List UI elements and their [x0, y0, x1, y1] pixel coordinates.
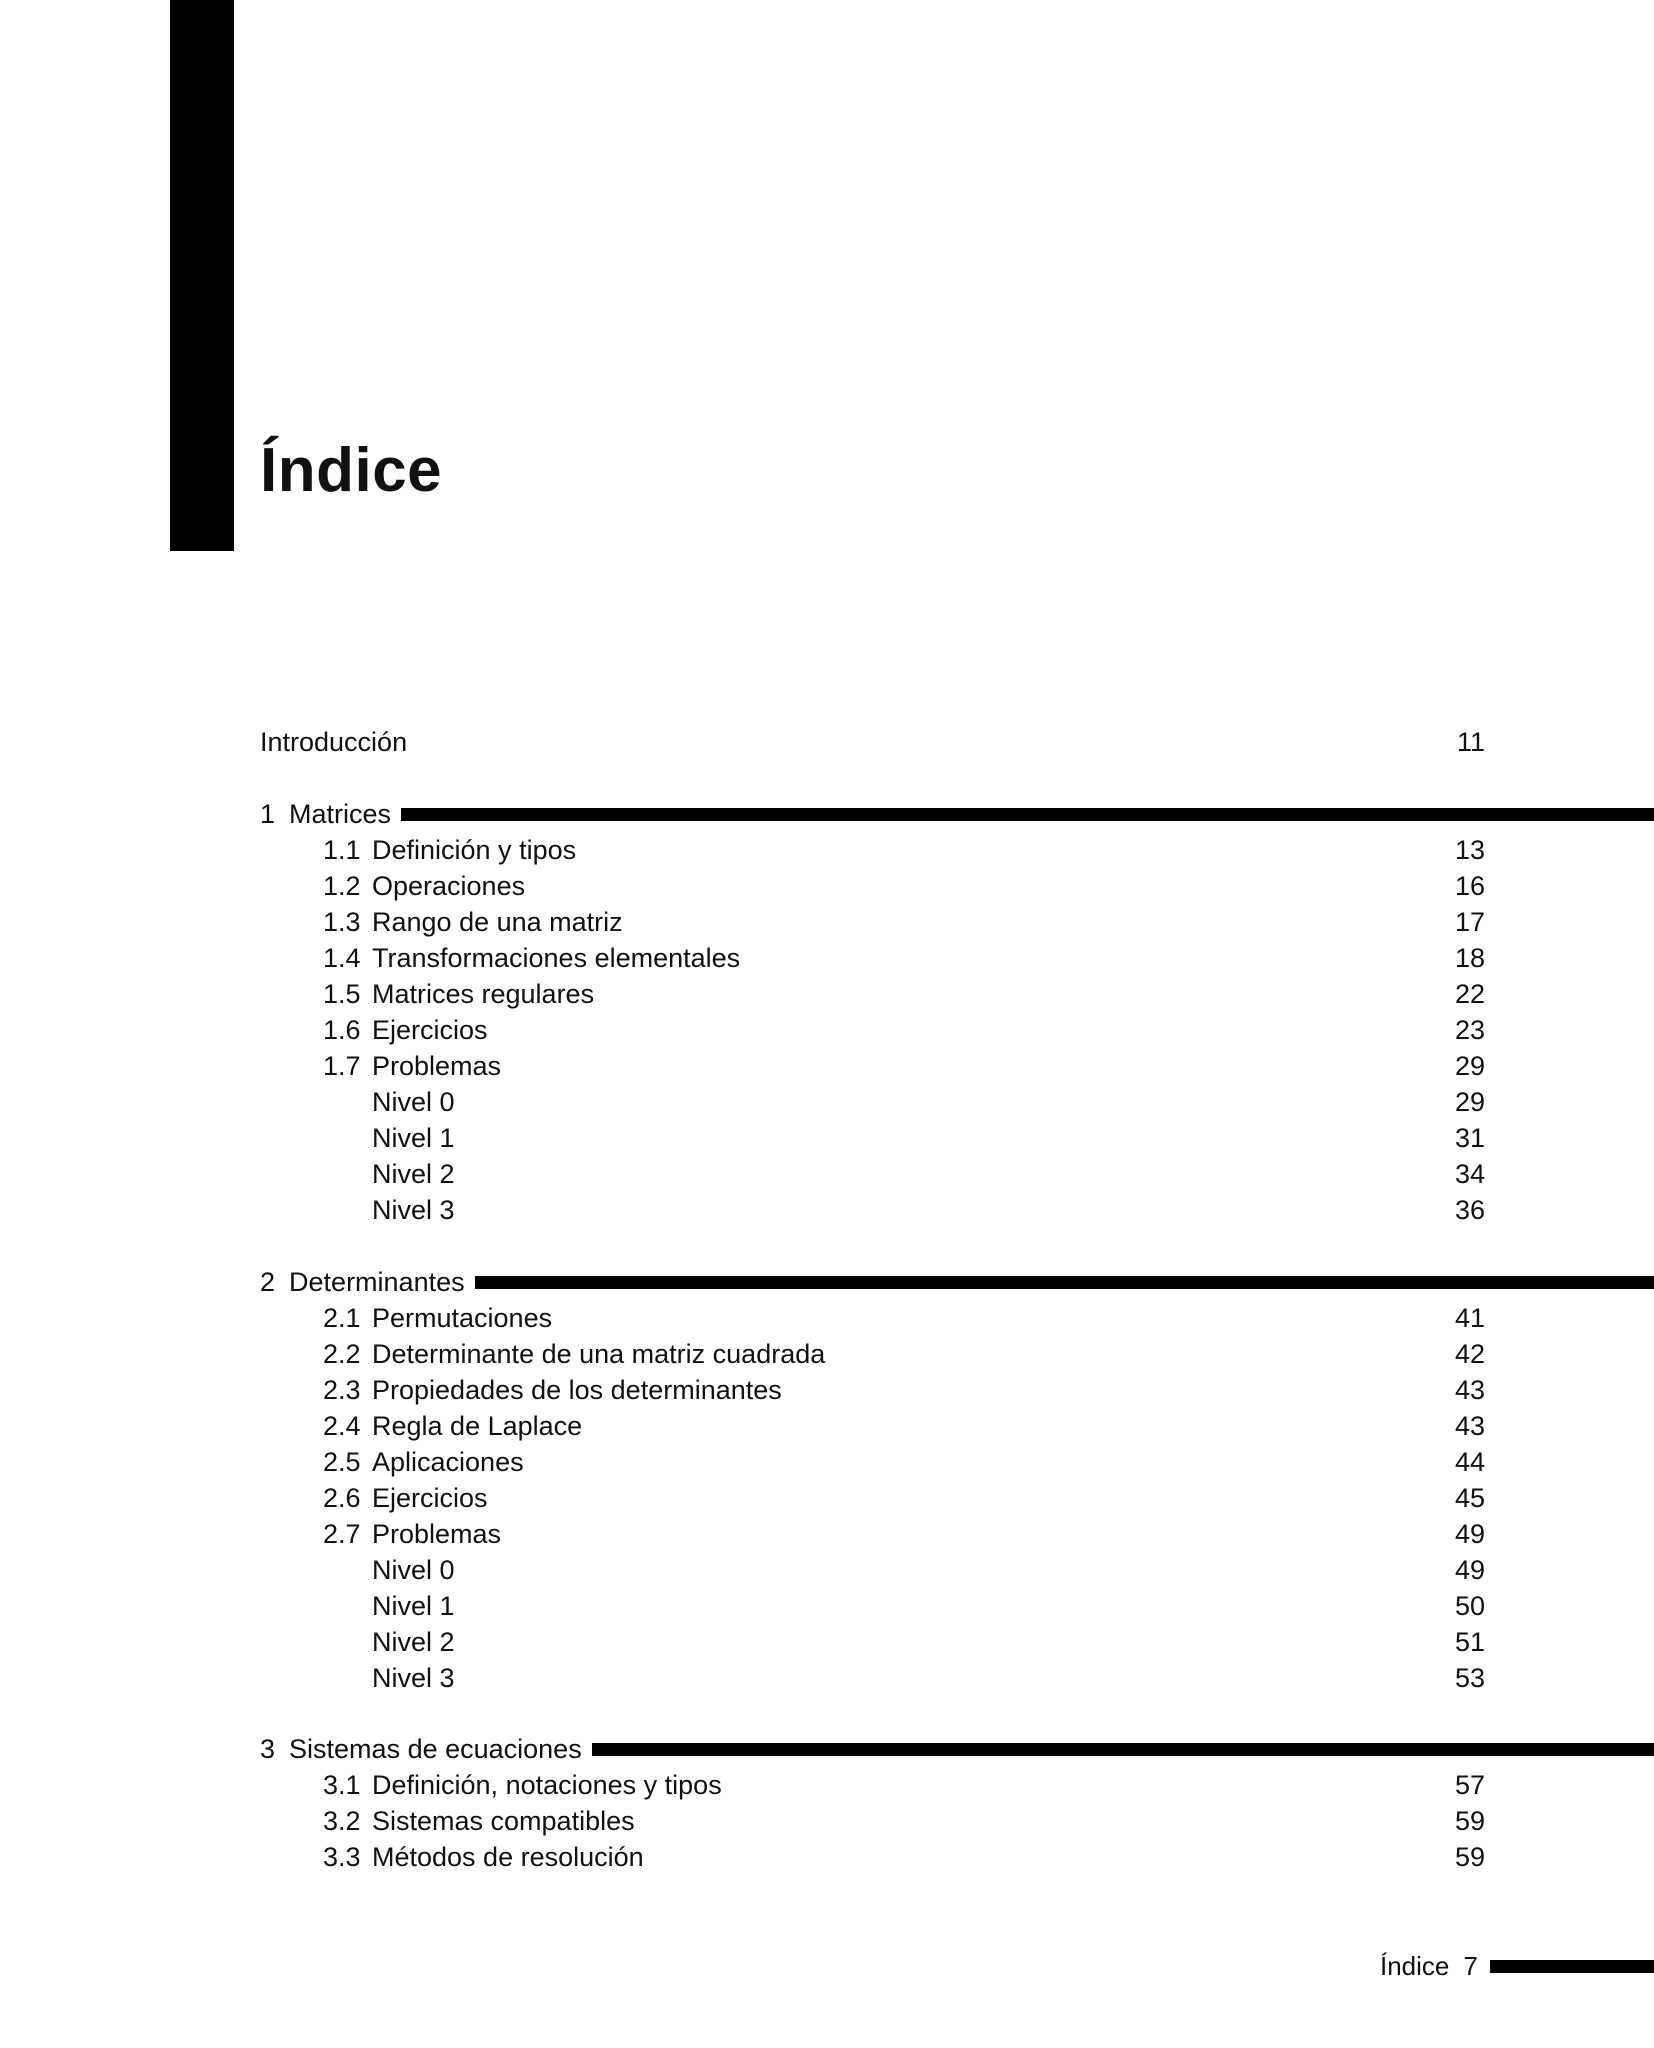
section-number: 2.5	[323, 1447, 361, 1477]
toc-section[interactable]	[0, 904, 1654, 940]
section-title: Sistemas compatibles	[372, 1806, 635, 1836]
section-title: Transformaciones elementales	[372, 943, 741, 973]
toc-entry-page: 11	[1456, 727, 1485, 757]
section-number: 3.2	[323, 1806, 361, 1836]
section-title: Rango de una matriz	[372, 907, 623, 937]
section-number: 2.6	[323, 1483, 361, 1513]
chapter-heading	[260, 1264, 1654, 1300]
section-number: 1.3	[323, 907, 361, 937]
toc-level[interactable]	[0, 1588, 1654, 1624]
toc-section[interactable]	[0, 1408, 1654, 1444]
section-number: 2.7	[323, 1519, 361, 1549]
section-page: 44	[1454, 1447, 1485, 1477]
toc-entry-intro[interactable]	[0, 724, 1654, 760]
section-page: 57	[1454, 1770, 1485, 1800]
section-number: 2.2	[323, 1339, 361, 1369]
level-title: Nivel 1	[372, 1591, 455, 1621]
toc-section[interactable]	[0, 832, 1654, 868]
section-number: 1.2	[323, 871, 361, 901]
toc-section[interactable]	[0, 1516, 1654, 1552]
section-title: Definición, notaciones y tipos	[372, 1770, 722, 1800]
section-title: Problemas	[372, 1051, 502, 1081]
page-footer	[1380, 1946, 1654, 1986]
level-page: 31	[1454, 1123, 1485, 1153]
footer-page-number: 7	[1463, 1950, 1478, 1981]
chapter-number: 2	[260, 1267, 276, 1297]
chapter-heading	[260, 1731, 1654, 1767]
level-page: 50	[1454, 1591, 1485, 1621]
section-number: 2.3	[323, 1375, 361, 1405]
section-page: 22	[1454, 979, 1485, 1009]
section-page: 16	[1454, 871, 1485, 901]
toc-section[interactable]	[0, 1300, 1654, 1336]
section-page: 18	[1454, 943, 1485, 973]
toc-chapter-3[interactable]	[0, 1731, 1654, 1767]
toc-level[interactable]	[0, 1156, 1654, 1192]
section-page: 17	[1454, 907, 1485, 937]
level-page: 29	[1454, 1087, 1485, 1117]
level-page: 53	[1454, 1663, 1485, 1693]
section-page: 59	[1454, 1842, 1485, 1872]
chapter-title: Matrices	[289, 799, 392, 829]
level-title: Nivel 2	[372, 1159, 455, 1189]
section-title: Problemas	[372, 1519, 502, 1549]
footer-rule	[1490, 1960, 1654, 1973]
level-title: Nivel 1	[372, 1123, 455, 1153]
chapter-number: 1	[260, 799, 276, 829]
page-title: Índice	[260, 436, 443, 505]
section-page: 13	[1454, 835, 1485, 865]
section-title: Determinante de una matriz cuadrada	[372, 1339, 826, 1369]
level-page: 51	[1454, 1627, 1485, 1657]
toc-level[interactable]	[0, 1192, 1654, 1228]
section-number: 1.5	[323, 979, 361, 1009]
section-title: Matrices regulares	[372, 979, 595, 1009]
section-title: Regla de Laplace	[372, 1411, 583, 1441]
toc-chapter-1[interactable]	[0, 796, 1654, 832]
toc-section[interactable]	[0, 1767, 1654, 1803]
section-page: 42	[1454, 1339, 1485, 1369]
section-page: 41	[1454, 1303, 1485, 1333]
section-page: 29	[1454, 1051, 1485, 1081]
section-title: Propiedades de los determinantes	[372, 1375, 782, 1405]
chapter-number: 3	[260, 1734, 276, 1764]
toc-section[interactable]	[0, 976, 1654, 1012]
chapter-rule	[401, 808, 1654, 821]
toc-level[interactable]	[0, 1552, 1654, 1588]
toc-section[interactable]	[0, 1803, 1654, 1839]
section-title: Ejercicios	[372, 1483, 488, 1513]
section-title: Operaciones	[372, 871, 526, 901]
section-title: Aplicaciones	[372, 1447, 524, 1477]
toc-section[interactable]	[0, 1480, 1654, 1516]
chapter-title: Sistemas de ecuaciones	[289, 1734, 582, 1764]
section-title: Métodos de resolución	[372, 1842, 644, 1872]
level-title: Nivel 3	[372, 1195, 455, 1225]
chapter-title: Determinantes	[289, 1267, 465, 1297]
chapter-rule	[592, 1743, 1654, 1756]
chapter-heading	[260, 796, 1654, 832]
toc-level[interactable]	[0, 1084, 1654, 1120]
toc-level[interactable]	[0, 1660, 1654, 1696]
section-title: Ejercicios	[372, 1015, 488, 1045]
toc-section[interactable]	[0, 1444, 1654, 1480]
section-page: 59	[1454, 1806, 1485, 1836]
footer-label: Índice	[1380, 1950, 1450, 1981]
section-number: 2.1	[323, 1303, 361, 1333]
toc-section[interactable]	[0, 940, 1654, 976]
level-title: Nivel 3	[372, 1663, 455, 1693]
level-page: 49	[1454, 1555, 1485, 1585]
toc-section[interactable]	[0, 868, 1654, 904]
section-title: Permutaciones	[372, 1303, 553, 1333]
toc-section[interactable]	[0, 1048, 1654, 1084]
chapter-rule	[475, 1276, 1654, 1289]
toc-section[interactable]	[0, 1336, 1654, 1372]
level-page: 36	[1454, 1195, 1485, 1225]
toc-entry-title: Introducción	[260, 727, 408, 757]
section-page: 49	[1454, 1519, 1485, 1549]
section-number: 1.1	[323, 835, 361, 865]
level-title: Nivel 0	[372, 1555, 455, 1585]
toc-level[interactable]	[0, 1120, 1654, 1156]
toc-section[interactable]	[0, 1012, 1654, 1048]
toc-chapter-2[interactable]	[0, 1264, 1654, 1300]
section-page: 43	[1454, 1411, 1485, 1441]
section-number: 1.6	[323, 1015, 361, 1045]
level-page: 34	[1454, 1159, 1485, 1189]
toc-section[interactable]	[0, 1839, 1654, 1875]
toc-section[interactable]	[0, 1372, 1654, 1408]
section-page: 43	[1454, 1375, 1485, 1405]
level-title: Nivel 2	[372, 1627, 455, 1657]
section-number: 3.1	[323, 1770, 361, 1800]
section-number: 2.4	[323, 1411, 361, 1441]
level-title: Nivel 0	[372, 1087, 455, 1117]
section-number: 1.7	[323, 1051, 361, 1081]
section-number: 1.4	[323, 943, 361, 973]
section-page: 23	[1454, 1015, 1485, 1045]
section-page: 45	[1454, 1483, 1485, 1513]
toc-level[interactable]	[0, 1624, 1654, 1660]
section-title: Definición y tipos	[372, 835, 577, 865]
section-number: 3.3	[323, 1842, 361, 1872]
